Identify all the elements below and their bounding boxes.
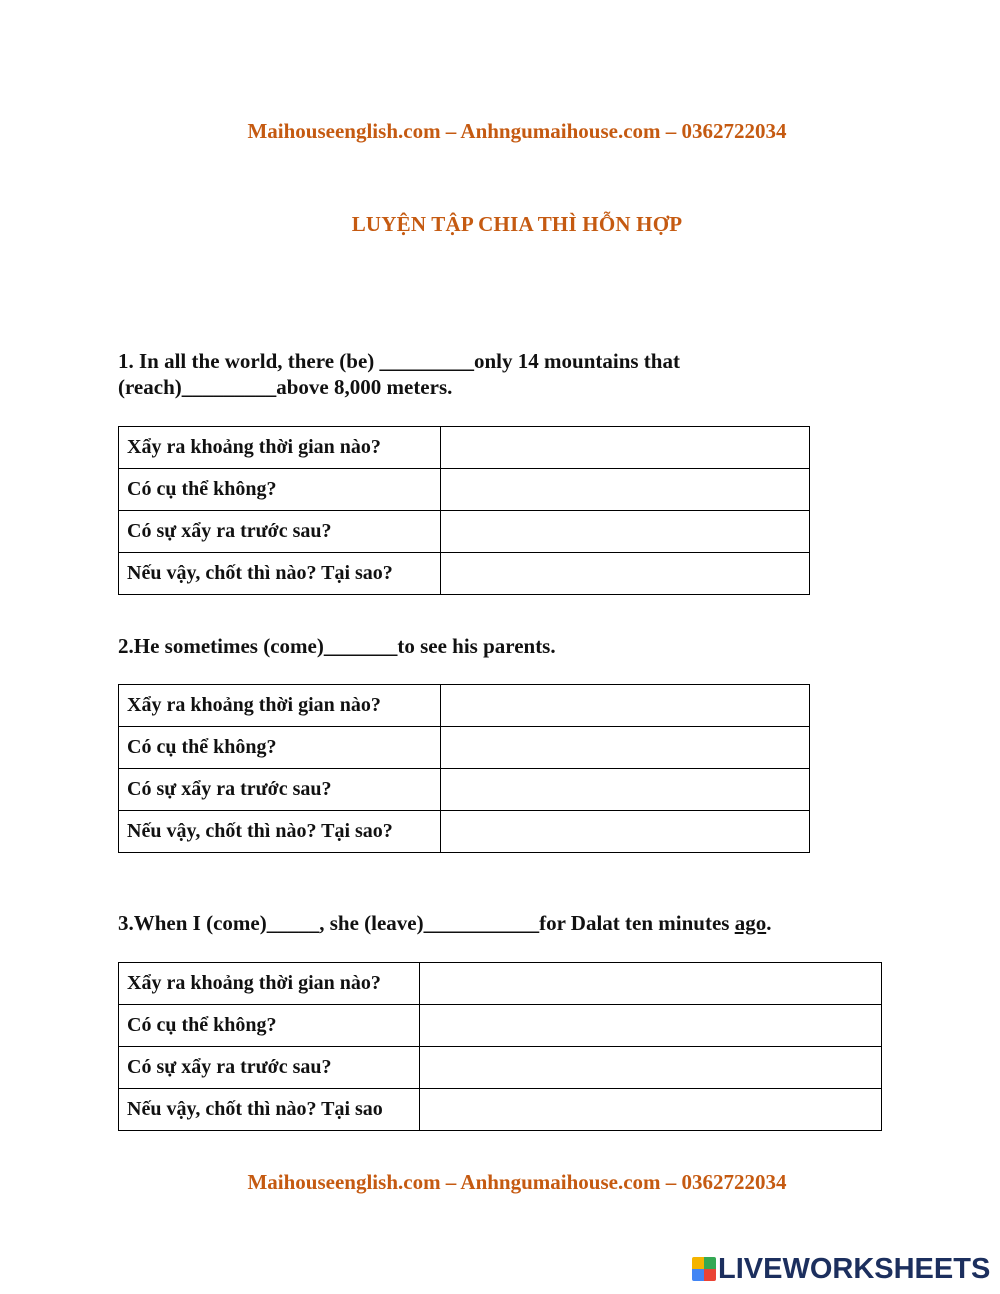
table-2-question-specific: Có cụ thể không? [119, 727, 441, 769]
table-2-question-conclusion: Nếu vậy, chốt thì nào? Tại sao? [119, 811, 441, 853]
table-row [119, 1047, 882, 1089]
page-title: LUYỆN TẬP CHIA THÌ HỖN HỢP [351, 212, 683, 236]
table-1-question-time: Xẩy ra khoảng thời gian nào? [119, 427, 441, 469]
table-row [119, 963, 882, 1005]
table-row [119, 685, 810, 727]
table-3-question-conclusion: Nếu vậy, chốt thì nào? Tại sao [119, 1089, 420, 1131]
table-3-answer-conclusion[interactable] [420, 1089, 882, 1131]
table-2-answer-sequence[interactable] [441, 769, 810, 811]
table-row [119, 769, 810, 811]
question-3-underlined-word: ago [734, 911, 767, 935]
table-3-question-specific: Có cụ thể không? [119, 1005, 420, 1047]
table-1-question-sequence: Có sự xẩy ra trước sau? [119, 511, 441, 553]
table-row [119, 427, 810, 469]
table-1-answer-time[interactable] [441, 427, 810, 469]
table-3-question-sequence: Có sự xẩy ra trước sau? [119, 1047, 420, 1089]
table-3-answer-sequence[interactable] [420, 1047, 882, 1089]
table-row [119, 1089, 882, 1131]
table-row [119, 553, 810, 595]
question-2 [118, 633, 556, 659]
question-1 [118, 348, 680, 400]
table-2-question-sequence: Có sự xẩy ra trước sau? [119, 769, 441, 811]
liveworksheets-wordmark: LIVEWORKSHEETS [718, 1252, 991, 1285]
question-1-line-1: 1. In all the world, there (be) _________only 14 mountains that [118, 349, 680, 373]
table-row [119, 811, 810, 853]
header-contact-line: Maihouseenglish.com – Anhngumaihouse.com – 0362722034 [247, 119, 787, 143]
table-1-question-specific: Có cụ thể không? [119, 469, 441, 511]
table-row [119, 511, 810, 553]
liveworksheets-icon [692, 1257, 716, 1281]
table-row [119, 1005, 882, 1047]
question-3 [118, 910, 771, 936]
liveworksheets-logo[interactable] [692, 1254, 990, 1284]
question-1-line-2: (reach)_________above 8,000 meters. [118, 375, 453, 399]
question-3-end: . [766, 911, 772, 935]
table-2-answer-conclusion[interactable] [441, 811, 810, 853]
analysis-table-3 [118, 962, 882, 1131]
footer-contact-line: Maihouseenglish.com – Anhngumaihouse.com – 0362722034 [247, 1170, 787, 1194]
table-2-question-time: Xẩy ra khoảng thời gian nào? [119, 685, 441, 727]
question-2-line-1: 2.He sometimes (come)_______to see his parents. [118, 634, 556, 658]
table-3-question-time: Xẩy ra khoảng thời gian nào? [119, 963, 420, 1005]
analysis-table-2 [118, 684, 810, 853]
table-3-answer-time[interactable] [420, 963, 882, 1005]
table-2-answer-specific[interactable] [441, 727, 810, 769]
table-3-answer-specific[interactable] [420, 1005, 882, 1047]
table-1-answer-specific[interactable] [441, 469, 810, 511]
table-1-question-conclusion: Nếu vậy, chốt thì nào? Tại sao? [119, 553, 441, 595]
table-1-answer-sequence[interactable] [441, 511, 810, 553]
table-row [119, 727, 810, 769]
table-row [119, 469, 810, 511]
analysis-table-1 [118, 426, 810, 595]
table-1-answer-conclusion[interactable] [441, 553, 810, 595]
question-3-text: 3.When I (come)_____, she (leave)___________for Dalat ten minutes [118, 911, 735, 935]
table-2-answer-time[interactable] [441, 685, 810, 727]
